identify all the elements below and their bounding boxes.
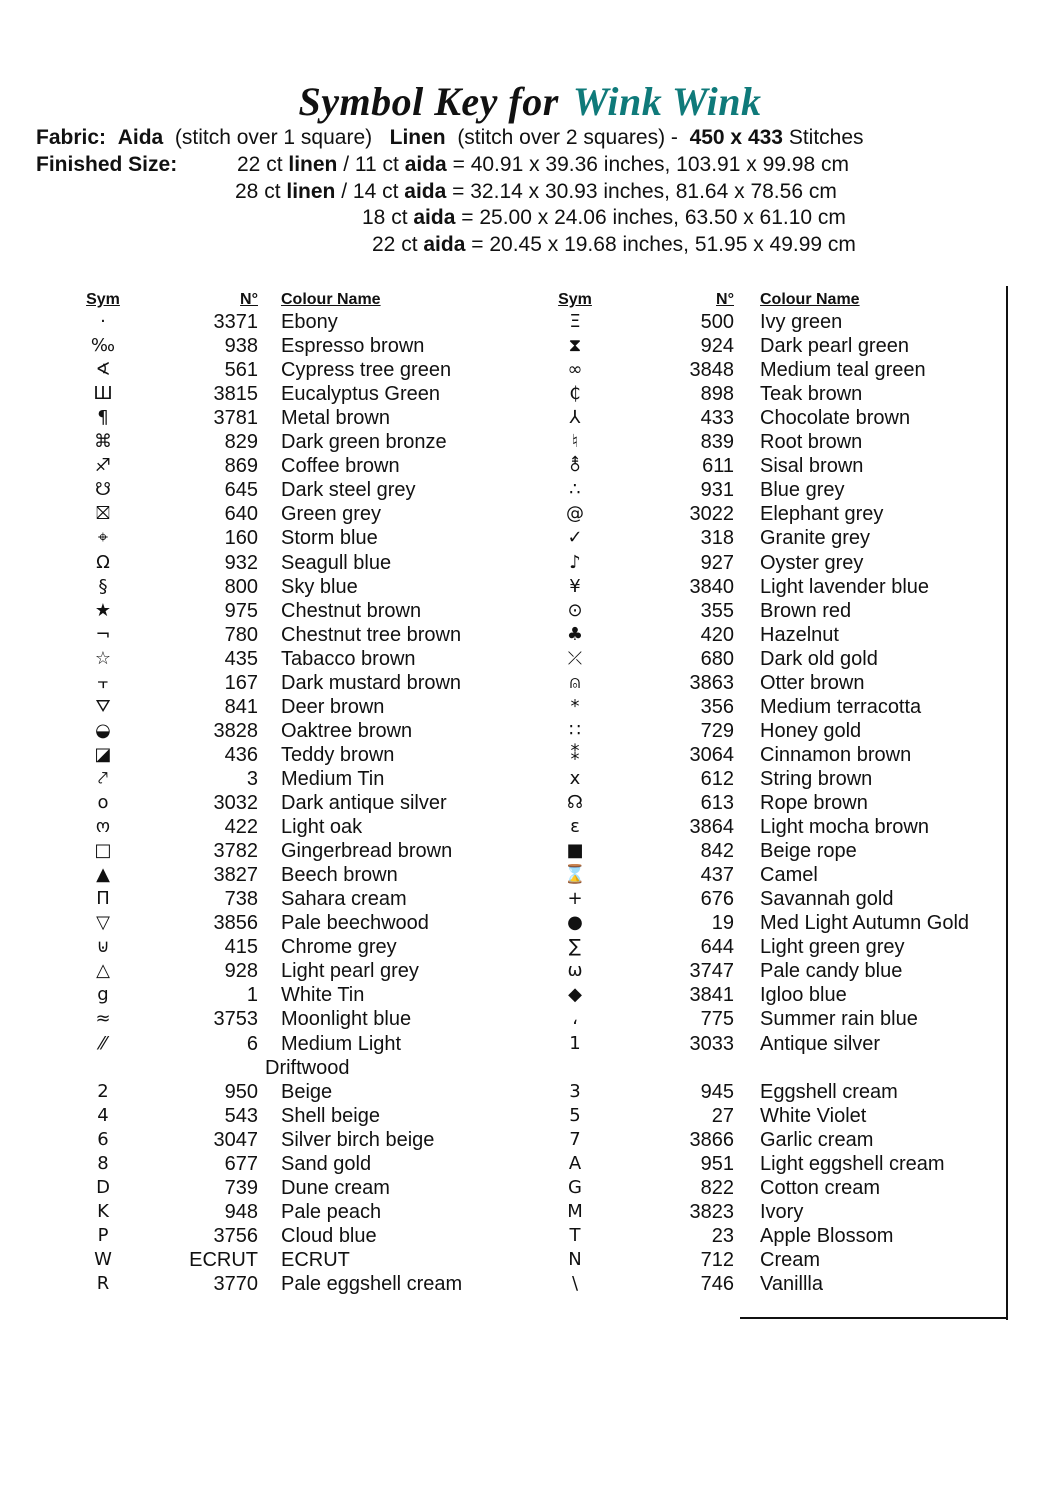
colour-name: White Tin bbox=[281, 984, 365, 1007]
floss-number: 19 bbox=[711, 912, 734, 935]
colour-name: Coffee brown bbox=[281, 455, 400, 478]
symbol-icon: ☋ bbox=[95, 479, 111, 501]
symbol-icon: ★ bbox=[94, 599, 112, 621]
symbol-icon: ⊙ bbox=[567, 599, 583, 621]
floss-number: 422 bbox=[224, 816, 258, 839]
title-pattern-name: Wink Wink bbox=[572, 79, 762, 124]
symbol-icon: ¥ bbox=[569, 575, 581, 597]
symbol-icon: ⌘ bbox=[94, 431, 112, 453]
colour-name: Dune cream bbox=[281, 1176, 390, 1199]
symbol-icon: ♣ bbox=[566, 623, 584, 645]
floss-number: ECRUT bbox=[189, 1248, 258, 1271]
symbol-icon: + bbox=[567, 888, 583, 910]
colour-name: Ebony bbox=[281, 311, 338, 333]
finished-size-line: 28 ct linen / 14 ct aida = 32.14 x 30.93 inches, 81.64 x 78.56 cm bbox=[235, 180, 837, 203]
floss-number: 3781 bbox=[213, 407, 258, 430]
colour-name: Savannah gold bbox=[760, 888, 894, 911]
colour-name: Pale beechwood bbox=[281, 912, 429, 935]
symbol-icon: ⌖ bbox=[97, 527, 109, 549]
colour-name: Chestnut brown bbox=[281, 599, 422, 622]
floss-number: 945 bbox=[700, 1080, 734, 1103]
floss-number: 927 bbox=[700, 551, 734, 574]
floss-number: 3856 bbox=[213, 912, 258, 935]
colour-name: Pale candy blue bbox=[760, 960, 903, 983]
colour-name: Summer rain blue bbox=[760, 1008, 918, 1031]
floss-number: 898 bbox=[700, 383, 734, 406]
floss-number: 3756 bbox=[213, 1224, 258, 1247]
header-name: Colour Name bbox=[281, 291, 381, 308]
colour-name: Chocolate brown bbox=[760, 407, 911, 430]
symbol-icon: W bbox=[94, 1248, 112, 1270]
floss-number: 3782 bbox=[213, 840, 258, 863]
symbol-icon: ◒ bbox=[95, 719, 111, 741]
colour-name: Deer brown bbox=[281, 695, 385, 718]
colour-name: Pale eggshell cream bbox=[281, 1273, 463, 1295]
symbol-icon: ⍝ bbox=[569, 671, 581, 693]
floss-number: 746 bbox=[700, 1273, 734, 1295]
floss-number: 500 bbox=[700, 311, 734, 333]
floss-number: 869 bbox=[224, 455, 258, 478]
colour-name: Beech brown bbox=[281, 864, 398, 887]
floss-number: 645 bbox=[224, 479, 258, 502]
floss-number: 932 bbox=[224, 551, 258, 574]
symbol-icon: ω bbox=[567, 960, 583, 982]
symbol-icon: 4 bbox=[97, 1104, 109, 1126]
symbol-icon: ✓ bbox=[567, 527, 583, 549]
symbol-icon: Ω bbox=[96, 551, 110, 573]
header-sym: Sym bbox=[558, 291, 592, 308]
colour-name: Eggshell cream bbox=[760, 1080, 898, 1103]
colour-name: Cream bbox=[760, 1248, 821, 1271]
symbol-icon: 5 bbox=[569, 1104, 581, 1126]
floss-number: 3770 bbox=[213, 1273, 258, 1295]
colour-name: Medium Light bbox=[281, 1032, 402, 1055]
symbol-icon: 1 bbox=[569, 1032, 581, 1054]
colour-name: Otter brown bbox=[760, 671, 865, 694]
colour-name: Dark green bronze bbox=[281, 431, 447, 454]
floss-number: 433 bbox=[700, 407, 734, 430]
colour-name: Espresso brown bbox=[281, 335, 425, 358]
symbol-icon: ◪ bbox=[94, 743, 112, 765]
floss-number: 420 bbox=[700, 623, 734, 646]
colour-name: Blue grey bbox=[760, 479, 845, 502]
symbol-icon: ▽ bbox=[96, 912, 110, 934]
colour-name: Cloud blue bbox=[281, 1224, 377, 1247]
colour-name: Teak brown bbox=[760, 383, 863, 406]
colour-name: Medium terracotta bbox=[760, 695, 922, 718]
floss-number: 640 bbox=[224, 503, 258, 526]
colour-name: Dark pearl green bbox=[760, 335, 909, 358]
symbol-icon: x bbox=[569, 767, 581, 789]
colour-name: Cinnamon brown bbox=[760, 743, 912, 766]
colour-name: Cypress tree green bbox=[281, 359, 452, 382]
symbol-icon: ⁑ bbox=[570, 743, 580, 765]
floss-number: 3815 bbox=[213, 383, 258, 406]
colour-name: Oyster grey bbox=[760, 551, 864, 574]
symbol-icon: ⛝ bbox=[96, 503, 110, 525]
floss-number: 611 bbox=[702, 455, 734, 478]
floss-number: 613 bbox=[700, 792, 734, 814]
colour-name: Light lavender blue bbox=[760, 575, 930, 598]
symbol-icon: △ bbox=[96, 960, 110, 982]
colour-name: Light eggshell cream bbox=[760, 1152, 945, 1175]
symbol-icon: ⌛ bbox=[563, 864, 587, 886]
floss-number: 318 bbox=[700, 527, 734, 550]
symbol-icon: ‰ bbox=[90, 335, 116, 357]
floss-number: 780 bbox=[224, 623, 258, 646]
colour-name: Root brown bbox=[760, 431, 863, 454]
fabric-linen: Linen bbox=[389, 126, 446, 149]
finished-label-text: Finished Size: bbox=[36, 153, 178, 176]
page-title bbox=[0, 78, 1060, 125]
colour-name: Light oak bbox=[281, 816, 363, 839]
symbol-icon: ⤤ bbox=[97, 767, 109, 789]
colour-name: Chestnut tree brown bbox=[281, 623, 462, 646]
colour-name: Chrome grey bbox=[281, 936, 397, 959]
fabric-linen-note: (stitch over 2 squares) - bbox=[457, 126, 678, 149]
floss-number: 612 bbox=[700, 767, 734, 790]
symbol-icon: ⫟ bbox=[97, 671, 109, 693]
symbol-icon: ε bbox=[570, 816, 580, 838]
floss-number: 27 bbox=[711, 1104, 734, 1127]
colour-name: Medium teal green bbox=[760, 359, 926, 382]
floss-number: 800 bbox=[224, 575, 258, 598]
floss-number: 3863 bbox=[689, 671, 734, 694]
symbol-icon: 6 bbox=[97, 1128, 109, 1150]
colour-name: White Violet bbox=[760, 1104, 867, 1127]
floss-number: 676 bbox=[700, 888, 734, 911]
floss-number: 3371 bbox=[213, 311, 258, 333]
symbol-icon: K bbox=[97, 1200, 109, 1222]
header-num: N° bbox=[716, 291, 734, 308]
floss-number: 3033 bbox=[689, 1032, 734, 1055]
symbol-icon: ∷ bbox=[569, 719, 581, 741]
colour-name: Ivy green bbox=[760, 311, 843, 333]
floss-number: 3 bbox=[246, 767, 258, 790]
symbol-icon: ⅄ bbox=[569, 407, 581, 429]
symbol-icon: 2 bbox=[97, 1080, 109, 1102]
floss-number: 543 bbox=[224, 1104, 258, 1127]
stitch-label: Stitches bbox=[788, 126, 864, 149]
floss-number: 1 bbox=[246, 984, 258, 1007]
floss-number: 729 bbox=[700, 719, 734, 742]
floss-number: 924 bbox=[700, 335, 734, 358]
symbol-icon: 8 bbox=[97, 1152, 109, 1174]
floss-number: 160 bbox=[224, 527, 258, 550]
colour-name: Dark steel grey bbox=[281, 479, 416, 502]
fabric-aida: Aida bbox=[117, 126, 164, 149]
colour-name: Light green grey bbox=[760, 936, 905, 959]
floss-number: 3848 bbox=[689, 359, 734, 382]
symbol-icon: ☆ bbox=[94, 647, 112, 669]
floss-number: 712 bbox=[700, 1248, 734, 1271]
symbol-icon: 7 bbox=[569, 1128, 581, 1150]
symbol-icon: g bbox=[97, 984, 109, 1006]
floss-number: 355 bbox=[700, 599, 734, 622]
colour-name: Granite grey bbox=[760, 527, 871, 550]
header-num: N° bbox=[240, 291, 258, 308]
colour-name: Antique silver bbox=[760, 1032, 881, 1055]
symbol-icon: ☊ bbox=[567, 792, 583, 813]
colour-name: Beige bbox=[281, 1080, 333, 1103]
symbol-icon: ▲ bbox=[96, 864, 110, 886]
floss-number: 738 bbox=[224, 888, 258, 911]
floss-number: 6 bbox=[246, 1032, 258, 1055]
floss-number: 928 bbox=[224, 960, 258, 983]
symbol-icon: M bbox=[567, 1200, 583, 1222]
floss-number: 842 bbox=[700, 840, 734, 863]
colour-name: Sisal brown bbox=[760, 455, 864, 478]
colour-name: Teddy brown bbox=[281, 743, 395, 766]
colour-name: Moonlight blue bbox=[281, 1008, 412, 1031]
symbol-icon: Ξ bbox=[569, 311, 581, 332]
floss-number: 822 bbox=[700, 1176, 734, 1199]
stitch-count: 450 x 433 bbox=[689, 126, 783, 149]
colour-name: Metal brown bbox=[281, 407, 390, 430]
floss-number: 931 bbox=[700, 479, 734, 502]
symbol-icon: ⧗ bbox=[568, 335, 582, 357]
floss-number: 435 bbox=[224, 647, 258, 670]
colour-name: Vanillla bbox=[760, 1273, 823, 1295]
symbol-icon: ⤫ bbox=[567, 647, 583, 669]
floss-number: 950 bbox=[224, 1080, 258, 1103]
colour-name: Camel bbox=[760, 864, 818, 887]
symbol-icon: G bbox=[568, 1176, 582, 1198]
floss-number: 948 bbox=[224, 1200, 258, 1223]
colour-name: Rope brown bbox=[760, 792, 868, 814]
colour-name: Storm blue bbox=[281, 527, 378, 550]
colour-name: Apple Blossom bbox=[760, 1224, 894, 1247]
symbol-icon: □ bbox=[94, 840, 112, 862]
symbol-icon: Π bbox=[96, 888, 110, 910]
symbol-icon: @ bbox=[566, 503, 584, 525]
header-sym: Sym bbox=[86, 291, 120, 308]
symbol-icon: ო bbox=[95, 816, 111, 838]
header-name: Colour Name bbox=[760, 291, 860, 308]
symbol-icon: T bbox=[569, 1224, 581, 1246]
symbol-icon: ⚨ bbox=[567, 455, 583, 477]
title-prefix: Symbol Key for bbox=[298, 79, 559, 124]
symbol-icon: ● bbox=[567, 912, 583, 934]
colour-name: Beige rope bbox=[760, 840, 857, 863]
floss-number: 3753 bbox=[213, 1008, 258, 1031]
symbol-icon: ♪ bbox=[569, 551, 581, 573]
floss-number: 437 bbox=[700, 864, 734, 887]
colour-name: Dark antique silver bbox=[281, 792, 447, 814]
frame-right-border bbox=[1006, 286, 1008, 1320]
colour-name: Igloo blue bbox=[760, 984, 847, 1007]
colour-name: Tabacco brown bbox=[281, 647, 416, 670]
symbol-icon: o bbox=[97, 792, 109, 813]
finished-size-line: 22 ct aida = 20.45 x 19.68 inches, 51.95 x 49.99 cm bbox=[372, 233, 856, 256]
floss-number: 436 bbox=[224, 743, 258, 766]
floss-number: 3828 bbox=[213, 719, 258, 742]
symbol-icon: ، bbox=[572, 1008, 578, 1030]
symbol-icon: \ bbox=[571, 1273, 579, 1294]
fabric-line bbox=[36, 126, 864, 150]
colour-name: Seagull blue bbox=[281, 551, 392, 574]
colour-name: String brown bbox=[760, 767, 873, 790]
symbol-icon: ≈ bbox=[95, 1008, 111, 1030]
finished-size-line: 18 ct aida = 25.00 x 24.06 inches, 63.50 x 61.10 cm bbox=[362, 206, 846, 229]
floss-number: 23 bbox=[711, 1224, 734, 1247]
symbol-icon: 3 bbox=[569, 1080, 581, 1102]
colour-name: Green grey bbox=[281, 503, 382, 526]
finished-size-label bbox=[36, 153, 177, 177]
floss-number: 839 bbox=[700, 431, 734, 454]
symbol-icon: ∞ bbox=[567, 359, 583, 381]
colour-name: Medium Tin bbox=[281, 767, 385, 790]
colour-name: Sand gold bbox=[281, 1152, 372, 1175]
symbol-icon: ₵ bbox=[569, 383, 581, 405]
symbol-icon: N bbox=[568, 1248, 582, 1270]
floss-number: 3840 bbox=[689, 575, 734, 598]
finished-size-line: 22 ct linen / 11 ct aida = 40.91 x 39.36 inches, 103.91 x 99.98 cm bbox=[237, 153, 849, 176]
floss-number: 3032 bbox=[213, 792, 258, 814]
floss-number: 775 bbox=[700, 1008, 734, 1031]
floss-number: 975 bbox=[224, 599, 258, 622]
symbol-icon: D bbox=[96, 1176, 110, 1198]
floss-number: 677 bbox=[224, 1152, 258, 1175]
colour-name: Sahara cream bbox=[281, 888, 407, 911]
symbol-icon: ⛛ bbox=[95, 695, 111, 717]
colour-name: Dark mustard brown bbox=[281, 671, 462, 694]
symbol-icon: R bbox=[96, 1273, 110, 1294]
symbol-icon: ¬ bbox=[95, 623, 111, 645]
floss-number: 3866 bbox=[689, 1128, 734, 1151]
colour-name: Brown red bbox=[760, 599, 852, 622]
colour-name: Garlic cream bbox=[760, 1128, 874, 1151]
floss-number: 356 bbox=[700, 695, 734, 718]
floss-number: 167 bbox=[224, 671, 258, 694]
colour-name: Sky blue bbox=[281, 575, 358, 598]
colour-name: Silver birch beige bbox=[281, 1128, 435, 1151]
floss-number: 561 bbox=[224, 359, 258, 382]
symbol-icon: ∢ bbox=[95, 359, 111, 381]
frame-bottom-border bbox=[740, 1317, 1008, 1319]
symbol-icon: A bbox=[568, 1152, 582, 1174]
floss-number: 829 bbox=[224, 431, 258, 454]
floss-number: 415 bbox=[224, 936, 258, 959]
floss-number: 841 bbox=[224, 695, 258, 718]
symbol-icon: § bbox=[98, 575, 108, 597]
colour-name: Cotton cream bbox=[760, 1176, 881, 1199]
floss-number: 3064 bbox=[689, 743, 734, 766]
floss-number: 3022 bbox=[689, 503, 734, 526]
colour-name: Hazelnut bbox=[760, 623, 839, 646]
colour-name: Shell beige bbox=[281, 1104, 380, 1127]
colour-name: ECRUT bbox=[281, 1248, 350, 1271]
fabric-label: Fabric: bbox=[36, 126, 107, 149]
symbol-icon: * bbox=[570, 695, 580, 717]
floss-number: 3747 bbox=[689, 960, 734, 983]
symbol-icon: Ш bbox=[93, 383, 113, 405]
symbol-icon: ⁄⁄ bbox=[99, 1032, 106, 1054]
symbol-icon: ∴ bbox=[569, 479, 581, 501]
colour-name: Gingerbread brown bbox=[281, 840, 453, 863]
floss-number: 3841 bbox=[689, 984, 734, 1007]
colour-name: Light pearl grey bbox=[281, 960, 419, 983]
colour-name: Light mocha brown bbox=[760, 816, 929, 839]
symbol-icon: ⊍ bbox=[96, 936, 110, 958]
colour-name: Elephant grey bbox=[760, 503, 884, 526]
fabric-aida-note: (stitch over 1 square) bbox=[174, 126, 373, 149]
symbol-icon: ◆ bbox=[568, 984, 582, 1006]
floss-number: 3827 bbox=[213, 864, 258, 887]
floss-number: 951 bbox=[700, 1152, 734, 1175]
symbol-icon: ♮ bbox=[571, 431, 579, 453]
colour-name: Dark old gold bbox=[760, 647, 878, 670]
symbol-icon: ♐ bbox=[94, 455, 112, 477]
symbol-icon: · bbox=[100, 311, 106, 332]
symbol-icon: ¶ bbox=[97, 407, 109, 429]
floss-number: 938 bbox=[224, 335, 258, 358]
colour-name: Honey gold bbox=[760, 719, 862, 742]
symbol-icon: ∑ bbox=[568, 936, 582, 958]
symbol-icon: ■ bbox=[566, 840, 584, 862]
colour-name: Eucalyptus Green bbox=[281, 383, 440, 406]
floss-number: 3864 bbox=[689, 816, 734, 839]
colour-name-cont: Driftwood bbox=[265, 1056, 350, 1079]
symbol-icon: P bbox=[97, 1224, 109, 1246]
floss-number: 644 bbox=[700, 936, 734, 959]
colour-name: Med Light Autumn Gold bbox=[760, 912, 970, 935]
colour-name: Ivory bbox=[760, 1200, 804, 1223]
floss-number: 3047 bbox=[213, 1128, 258, 1151]
floss-number: 680 bbox=[700, 647, 734, 670]
colour-name: Oaktree brown bbox=[281, 719, 413, 742]
floss-number: 739 bbox=[224, 1176, 258, 1199]
colour-name: Pale peach bbox=[281, 1200, 382, 1223]
floss-number: 3823 bbox=[689, 1200, 734, 1223]
